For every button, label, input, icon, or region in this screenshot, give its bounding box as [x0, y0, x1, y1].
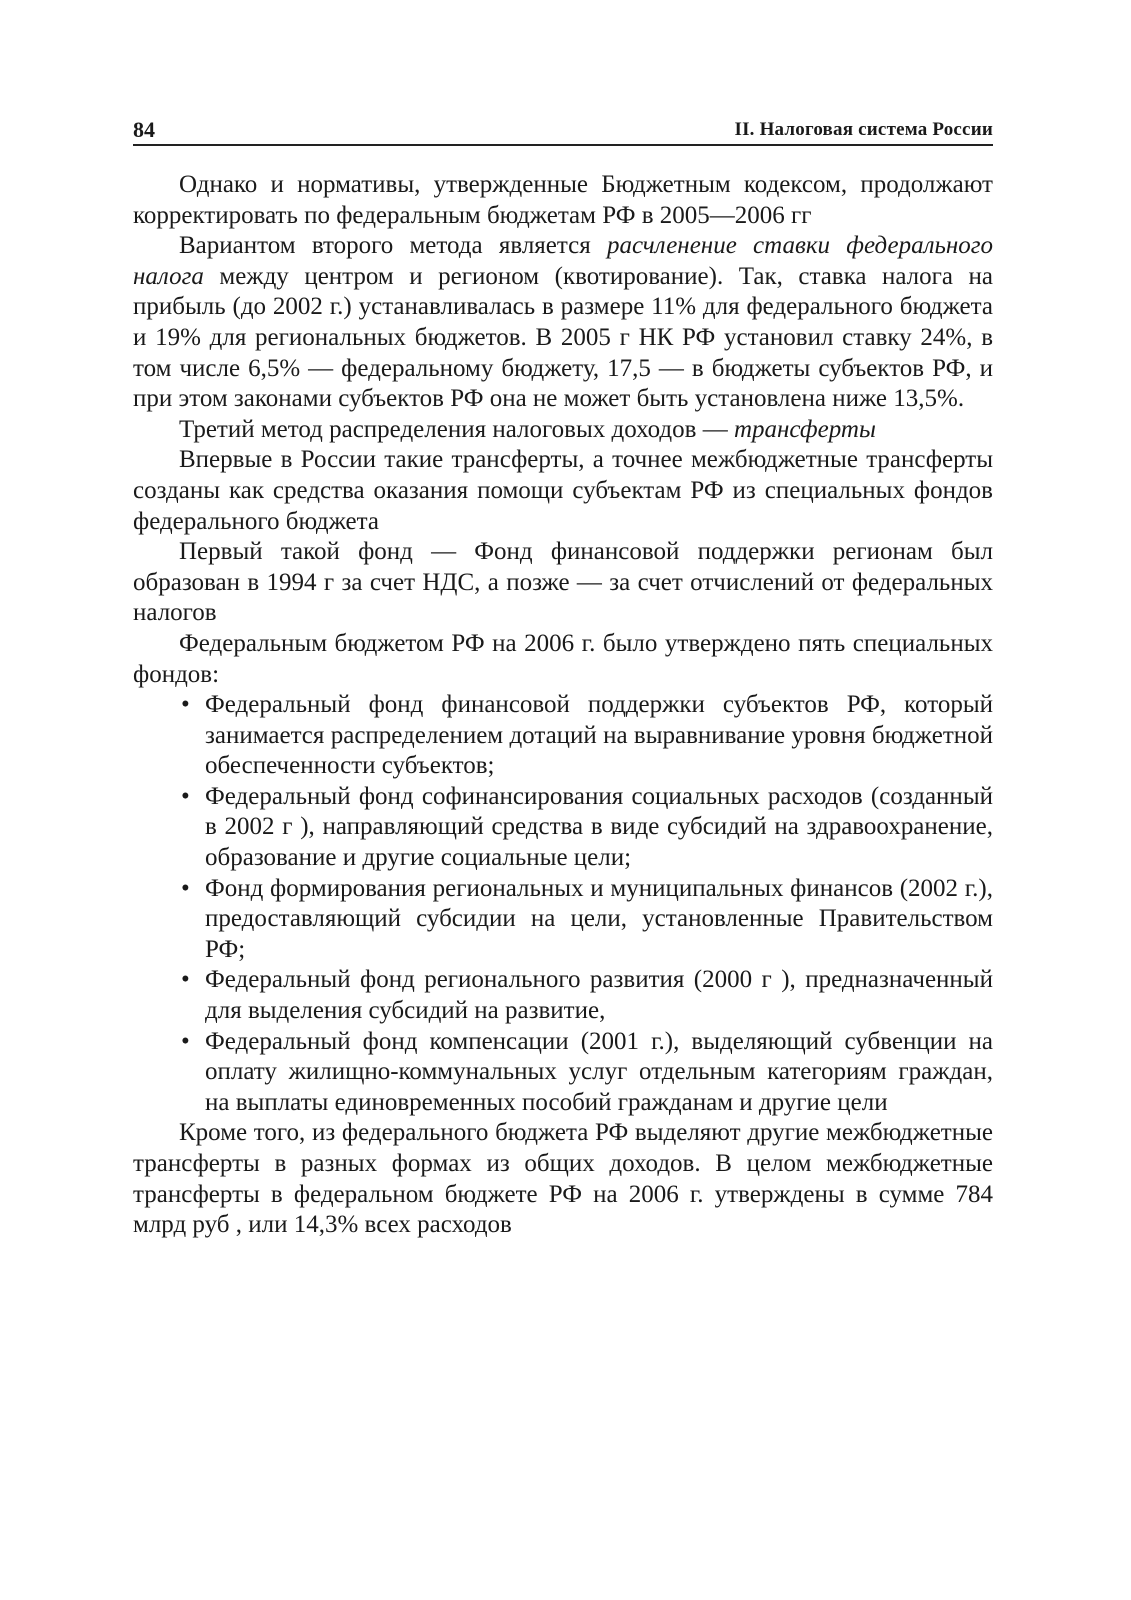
- paragraph-third-method: [133, 415, 993, 446]
- paragraph-norms: Однако и нормативы, утвержденные Бюджетным кодексом, продолжают корректировать по федеральным бюджетам РФ в 2005—2006 гг: [133, 171, 993, 229]
- second-method-term: расчленение ставки федерального налога: [133, 232, 994, 290]
- paragraph-transfers-origin: Впервые в России такие трансферты, а точнее межбюджетные трансферты созданы как средства оказания помощи субъектам РФ из специальных фондов федерального бюджета: [133, 446, 993, 535]
- third-method-text: Третий метод распределения налоговых доходов —: [179, 415, 734, 443]
- page-body: [133, 146, 993, 1241]
- list-item: • Федеральный фонд регионального развития (2000 г ), предназначенный для выделения субсидий на развитие,: [181, 965, 993, 1026]
- funds-list: [133, 690, 993, 1118]
- running-header: [133, 108, 993, 146]
- list-item: • Фонд формирования региональных и муниципальных финансов (2002 г.), предоставляющий субсидии на цели, установленные Правительством РФ;: [181, 874, 993, 966]
- list-item: • Федеральный фонд финансовой поддержки субъектов РФ, который занимается распределением дотаций на выравнивание уровня бюджетной обеспеченности субъектов;: [181, 690, 993, 782]
- book-page: [133, 108, 993, 1241]
- paragraph-funds-intro: Федеральным бюджетом РФ на 2006 г. было утверждено пять специальных фондов:: [133, 629, 993, 688]
- paragraph-first-fund: Первый такой фонд — Фонд финансовой поддержки регионам был образован в 1994 г за счет НДС, а позже — за счет отчислений от федеральных налогов: [133, 538, 993, 627]
- list-item: • Федеральный фонд компенсации (2001 г.), выделяющий субвенции на оплату жилищно-коммунальных услуг отдельным категориям граждан, на выплаты единовременных пособий гражданам и другие цели: [181, 1027, 993, 1119]
- chapter-title: II. Налоговая система России: [734, 119, 993, 140]
- paragraph-total-transfers: Кроме того, из федерального бюджета РФ выделяют другие межбюджетные трансферты в разных формах из общих доходов. В целом межбюджетные трансферты в федеральном бюджете РФ на 2006 г. утверждены в сумме 784 млрд руб , или 14,3% всех расходов: [133, 1119, 993, 1239]
- second-method-text-start: Вариантом второго метода является: [179, 232, 607, 260]
- page-number: 84: [133, 117, 155, 142]
- second-method-text-end: между центром и регионом (квотирование). Так, ставка налога на прибыль (до 2002 г.) устанавливалась в размере 11% для федерального бюджета и 19% для региональных бюджетов. В 2005 г НК РФ установил ставку 24%, в том числе 6,5% — федеральному бюджету, 17,5 — в бюджеты субъектов РФ, и при этом законами субъектов РФ она не может быть установлена ниже 13,5%.: [133, 262, 993, 413]
- list-item: • Федеральный фонд софинансирования социальных расходов (созданный в 2002 г ), направляющий средства в виде субсидий на здравоохранение, образование и другие социальные цели;: [181, 782, 993, 874]
- third-method-term: трансферты: [733, 415, 876, 443]
- paragraph-second-method: [133, 231, 993, 415]
